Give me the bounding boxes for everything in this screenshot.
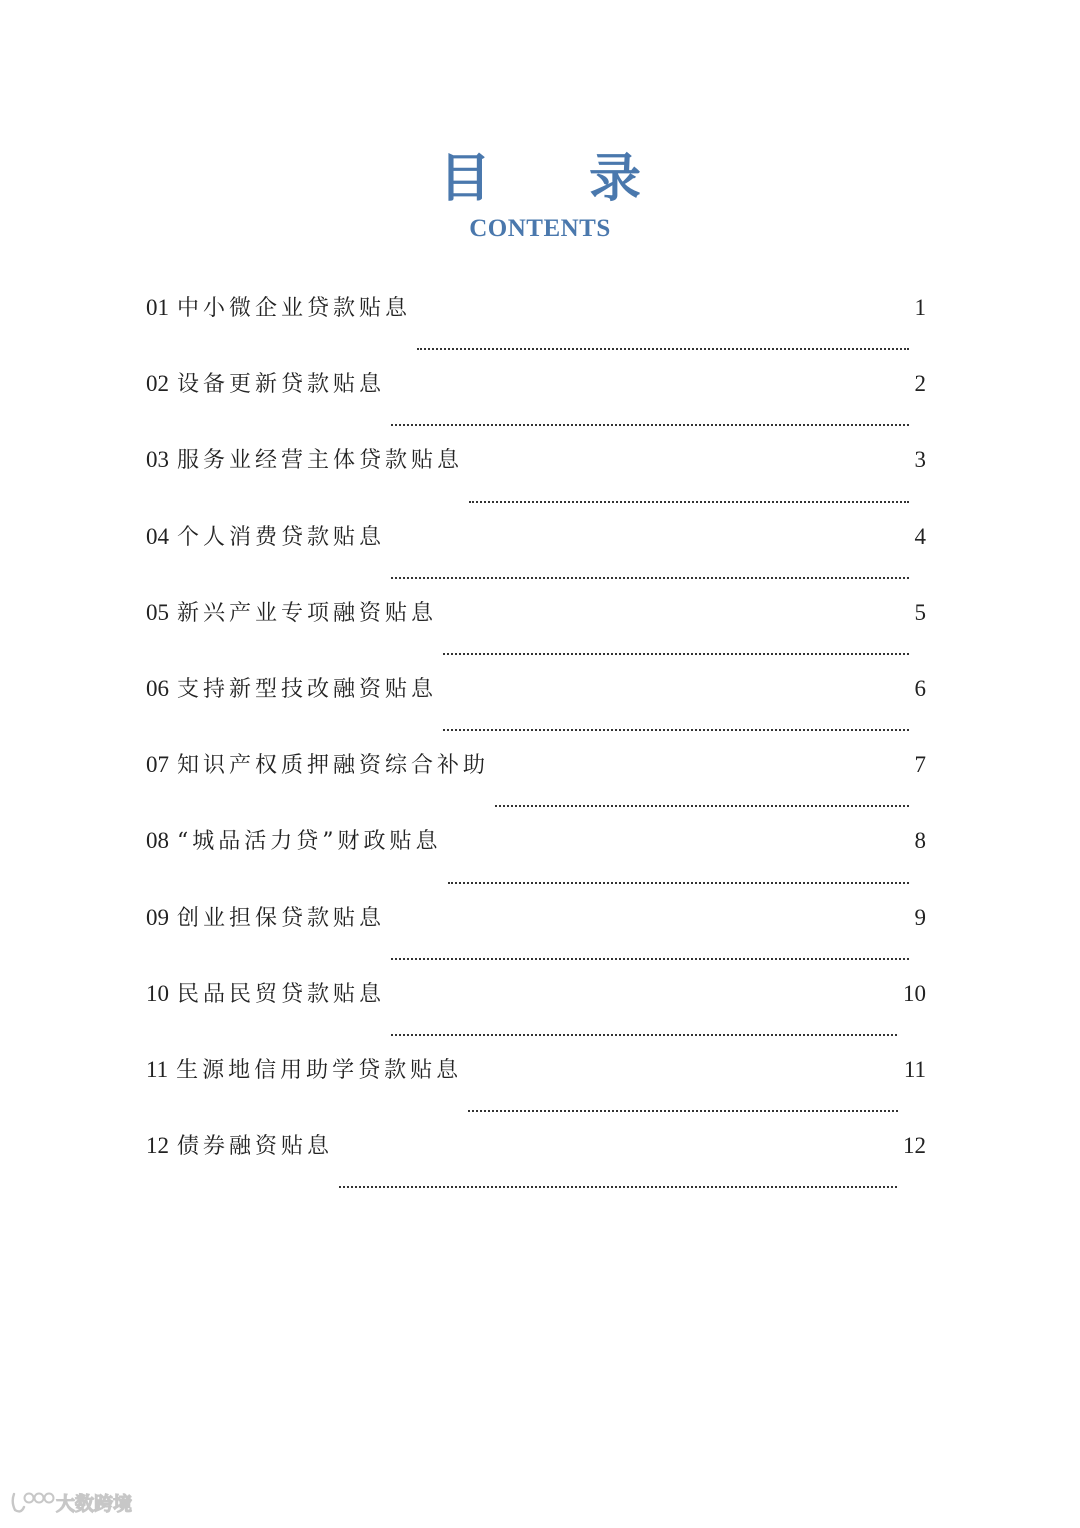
toc-entry[interactable]	[146, 438, 926, 514]
page-title: 目 录	[438, 148, 682, 209]
toc-entry-title: 新兴产业专项融资贴息	[177, 600, 438, 626]
toc-entry-number: 08	[146, 828, 169, 854]
dot-leader	[391, 423, 908, 426]
dot-leader	[468, 1109, 898, 1112]
toc-entry-number: 04	[146, 523, 169, 549]
toc-entry-number: 01	[146, 295, 169, 320]
toc-entry-page: 6	[914, 675, 926, 701]
dot-leader	[391, 957, 908, 960]
toc-entry-title: 服务业经营主体贷款贴息	[177, 448, 464, 474]
toc-entry-page: 3	[914, 447, 926, 473]
toc-entry[interactable]	[146, 667, 926, 743]
svg-text:大数跨境: 大数跨境	[56, 1493, 133, 1515]
toc-entry-page: 7	[914, 752, 926, 778]
watermark	[10, 1488, 142, 1516]
dot-leader	[495, 804, 908, 807]
dot-leader	[443, 728, 908, 731]
toc-entry-number: 06	[146, 675, 169, 701]
toc-entry-number: 02	[146, 371, 169, 397]
page-subtitle: CONTENTS	[469, 215, 611, 242]
dot-leader	[391, 1033, 897, 1036]
toc-entry[interactable]	[146, 286, 926, 362]
toc-entry-page: 4	[914, 523, 926, 549]
toc-entry[interactable]	[146, 972, 926, 1048]
dot-leader	[443, 652, 908, 655]
toc-entry-page: 1	[914, 295, 926, 320]
toc-entry-title: 生源地信用助学贷款贴息	[176, 1057, 463, 1083]
toc-entry-title: 创业担保贷款贴息	[177, 905, 386, 931]
toc-entry-number: 09	[146, 904, 169, 930]
toc-entry-page: 5	[914, 599, 926, 625]
toc-entry[interactable]	[146, 743, 926, 819]
toc-entry-title: 中小微企业贷款贴息	[177, 296, 412, 321]
toc-entry-number: 07	[146, 752, 169, 778]
toc-entry-page: 8	[914, 828, 926, 854]
toc-entry-number: 03	[146, 447, 169, 473]
toc-entry-title: 个人消费贷款贴息	[177, 524, 386, 550]
dot-leader	[469, 500, 908, 503]
toc-entry[interactable]	[146, 515, 926, 591]
brand-logo-icon	[10, 1488, 142, 1516]
toc-entry[interactable]	[146, 1048, 926, 1124]
toc-entry[interactable]	[146, 896, 926, 972]
dot-leader	[391, 576, 908, 579]
toc-entry-title: 知识产权质押融资综合补助	[177, 753, 490, 779]
toc-entry-number: 10	[146, 980, 169, 1006]
toc-entry-number: 12	[146, 1133, 169, 1159]
toc-entry-title: “城品活力贷”财政贴息	[177, 829, 442, 855]
toc-entry[interactable]	[146, 362, 926, 438]
toc-entry-page: 2	[914, 371, 926, 397]
toc-entry[interactable]	[146, 1124, 926, 1200]
toc-entry-number: 05	[146, 599, 169, 625]
toc-entry-page: 11	[903, 1056, 926, 1082]
toc-entry[interactable]	[146, 591, 926, 667]
toc-entry[interactable]	[146, 819, 926, 895]
toc-entry-page: 12	[903, 1133, 926, 1159]
dot-leader	[448, 881, 909, 884]
toc-entry-title: 支持新型技改融资贴息	[177, 676, 438, 702]
toc-entry-page: 10	[903, 980, 926, 1006]
toc-entry-number: 11	[146, 1056, 169, 1082]
toc-entry-title: 民品民贸贷款贴息	[177, 981, 386, 1007]
dot-leader	[339, 1185, 897, 1188]
dot-leader	[417, 347, 908, 350]
toc-entry-title: 债券融资贴息	[177, 1134, 334, 1160]
toc-entry-title: 设备更新贷款贴息	[177, 372, 386, 398]
toc-entry-page: 9	[914, 904, 926, 930]
toc-header	[0, 148, 1080, 244]
table-of-contents	[146, 286, 926, 1200]
